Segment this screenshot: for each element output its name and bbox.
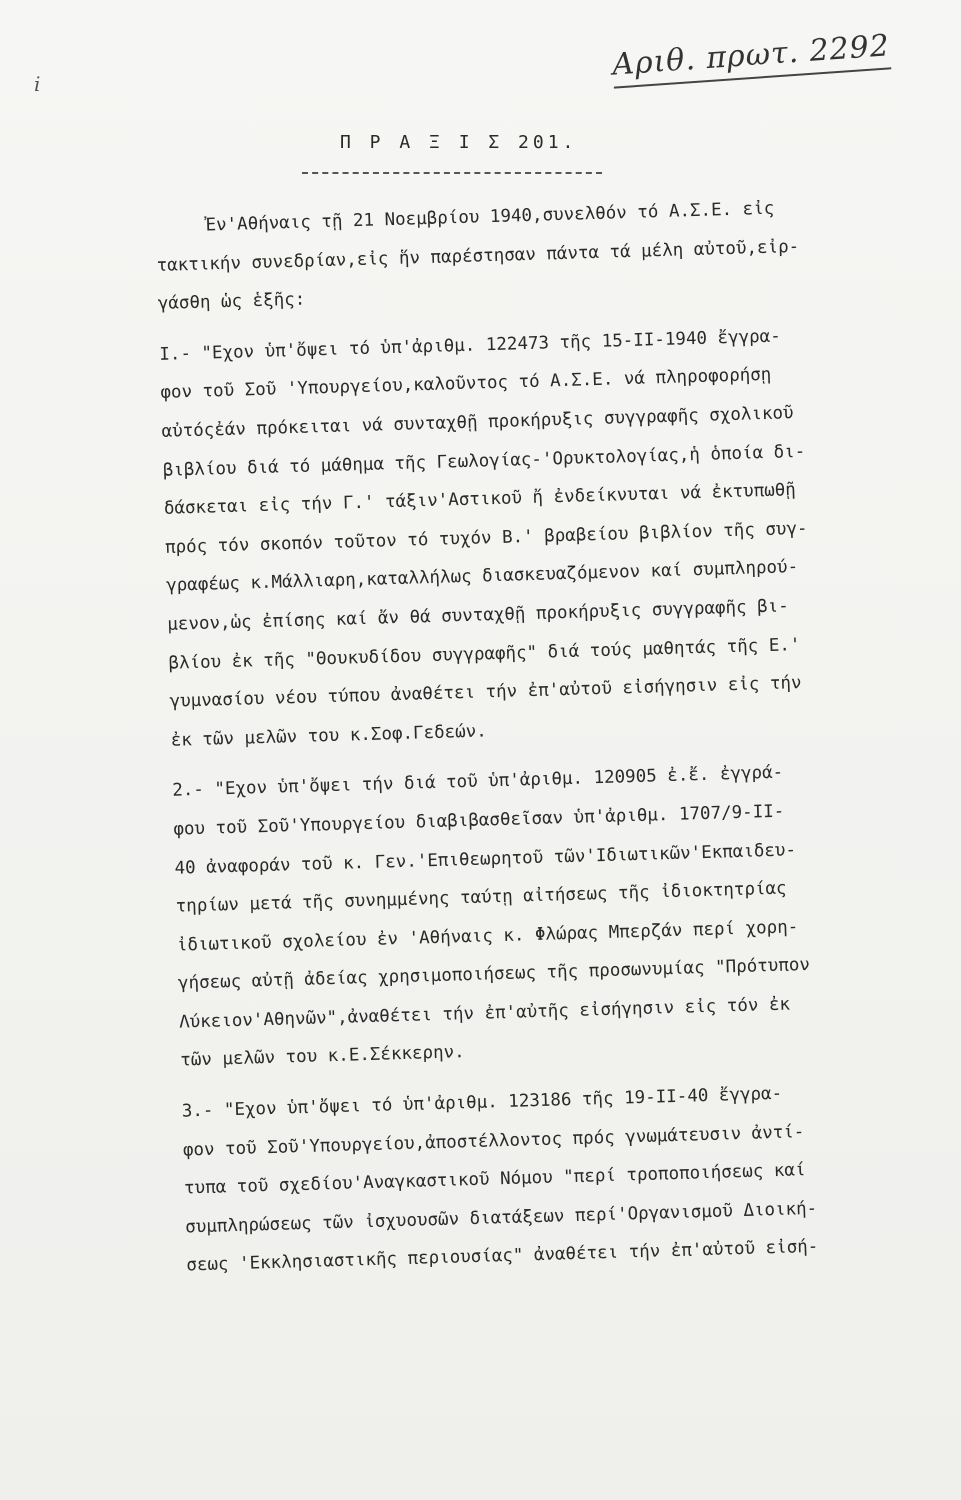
text-line: πρός τόν σκοπόν τοῦτον τό τυχόν Β.' βραβείου βιβλίον τῆς συγ-: [164, 518, 808, 558]
text-line: αὐτόςἐάν πρόκειται νά συνταχθῇ προκήρυξις συγγραφῆς σχολικοῦ: [161, 403, 794, 442]
text-line: γυμνασίου νέου τύπου ἀναθέτει τήν ἐπ'αὐτοῦ εἰσήγησιν εἰς τήν: [169, 673, 802, 712]
text-line: Ι.- "Εχον ὑπ'ὄψει τό ὑπ'ἀριθμ. 122473 τῆς 15-ΙΙ-1940 ἔγγρα-: [159, 326, 782, 365]
title-dashed-rule: [302, 172, 602, 174]
handwritten-protocol-number: [611, 28, 891, 82]
text-line: 40 ἀναφοράν τοῦ κ. Γεν.'Επιθεωρητοῦ τῶν'Ιδιωτικῶν'Εκπαιδευ-: [174, 839, 797, 879]
text-line: γήσεως αὐτῇ ἀδείας χρησιμοποιήσεως τῆς προσωνυμίας "Πρότυπον: [177, 955, 811, 994]
text-line: 3.- "Εχον ὑπ'ὄψει τό ὑπ'ἀριθμ. 123186 τῆς 19-ΙΙ-40 ἔγγρα-: [181, 1083, 783, 1122]
document-title: Π Ρ Α Ξ Ι Σ 201.: [340, 132, 578, 153]
text-line: συμπληρώσεως τῶν ἰσχυουσῶν διατάξεων περί'Οργανισμοῦ Διοική-: [184, 1198, 818, 1238]
text-line: φον τοῦ Σοῦ'Υπουργείου,ἀποστέλλοντος πρός γνωμάτευσιν ἀντί-: [182, 1121, 805, 1161]
handwritten-protocol-text: Αριθ. πρωτ. 2292: [611, 28, 891, 83]
text-line: ἰδιωτικοῦ σχολείου ἐν 'Αθήναις κ. Φλώρας Μπερζάν περί χορη-: [176, 916, 799, 956]
text-line: ἐκ τῶν μελῶν του κ.Σοφ.Γεδεών.: [170, 721, 488, 751]
text-line: τακτικήν συνεδρίαν,εἰς ἥν παρέστησαν πάντα τά μέλη αὐτοῦ,εἰρ-: [156, 236, 800, 276]
text-line: 2.- "Εχον ὑπ'ὄψει τήν διά τοῦ ὑπ'ἀριθμ. 120905 ἐ.ἔ. ἐγγρά-: [172, 762, 784, 802]
text-line: Λύκειον'Αθηνῶν",ἀναθέτει τήν ἐπ'αὐτῆς εἰσήγησιν εἰς τόν ἐκ: [178, 994, 791, 1033]
text-line: τηρίων μετά τῆς συνημμένης ταύτῃ αἰτήσεως τῆς ἰδιοκτητρίας: [175, 878, 787, 917]
text-line: μενον,ὡς ἐπίσης καί ἄν θά συνταχθῇ προκήρυξις συγγραφῆς βι-: [167, 596, 790, 635]
text-line: τῶν μελῶν του κ.Ε.Σέκκερην.: [180, 1042, 465, 1072]
text-line: τυπα τοῦ σχεδίου'Αναγκαστικοῦ Νόμου "περί τροποποιήσεως καί: [183, 1160, 806, 1199]
text-line: σεως 'Εκκλησιαστικῆς περιουσίας" ἀναθέτει τήν ἐπ'αὐτοῦ εἰσή-: [186, 1237, 819, 1276]
text-line: γραφέως κ.Μάλλιαρη,καταλλήλως διασκευαζόμενον καί συμπληρού-: [165, 557, 799, 597]
document-body: [155, 184, 961, 1285]
text-line: Ἐν'Αθήναις τῇ 21 Νοεμβρίου 1940,συνελθόν τό Α.Σ.Ε. εἰς: [205, 198, 775, 236]
text-line: φου τοῦ Σοῦ'Υπουργείου διαβιβασθεῖσαν ὑπ'ἀριθμ. 1707/9-ΙΙ-: [173, 801, 785, 840]
margin-mark: i: [34, 72, 41, 96]
text-line: φον τοῦ Σοῦ 'Υπουργείου,καλοῦντος τό Α.Σ.Ε. νά πληροφορήσῃ: [160, 365, 772, 404]
text-line: δάσκεται εἰς τήν Γ.' τάξιν'Αστικοῦ ἤ ἐνδείκνυται νά ἐκτυπωθῇ: [163, 480, 797, 520]
text-line: γάσθη ὡς ἑξῆς:: [157, 289, 306, 315]
text-line: βιβλίου διά τό μάθημα τῆς Γεωλογίας-'Ορυκτολογίας,ἡ ὁποία δι-: [162, 441, 806, 481]
text-line: βλίου ἐκ τῆς "Θουκυδίδου συγγραφῆς" διά τούς μαθητάς τῆς Ε.': [168, 634, 801, 674]
